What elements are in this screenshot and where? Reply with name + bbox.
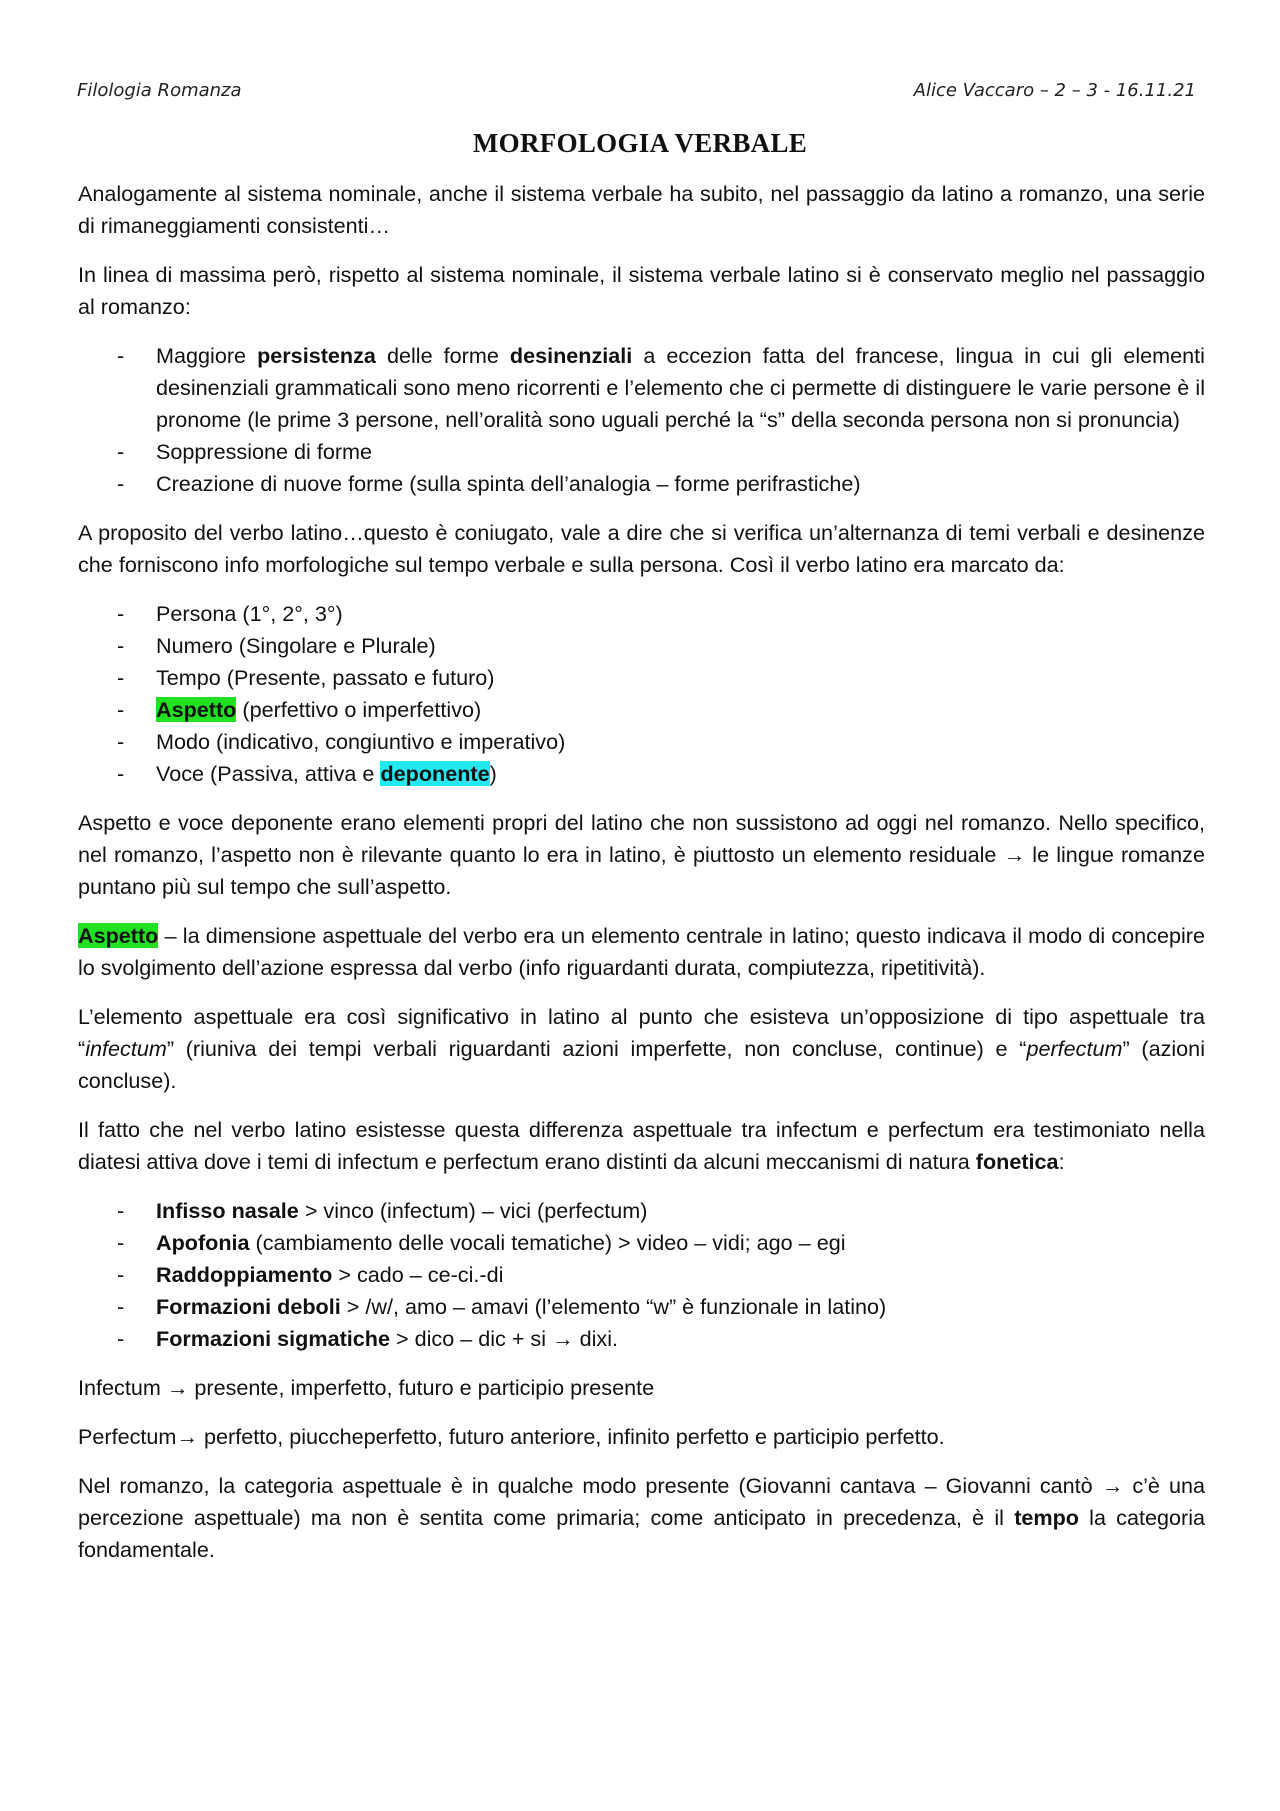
list-item: - Modo (indicativo, congiuntivo e imperativo): [78, 726, 1205, 758]
arrow-icon: →: [552, 1326, 574, 1351]
list-item: - Soppressione di forme: [78, 436, 1205, 468]
list-item: - Raddoppiamento > cado – ce-ci.-di: [78, 1259, 1205, 1291]
paragraph-perfectum: Perfectum→ perfetto, piuccheperfetto, futuro anteriore, infinito perfetto e participio perfetto.: [78, 1424, 945, 1449]
list-item: - Voce (Passiva, attiva e deponente): [78, 758, 1205, 790]
bullet-dash: -: [117, 439, 125, 464]
paragraph-intro: Analogamente al sistema nominale, anche il sistema verbale ha subito, nel passaggio da latino a romanzo, una serie di rimaneggiamenti consistenti…: [78, 181, 1205, 238]
list-item: - Numero (Singolare e Plurale): [78, 630, 1205, 662]
paragraph-aspetto: Aspetto – la dimensione aspettuale del verbo era un elemento centrale in latino; questo indicava il modo di concepire lo svolgimento dell’azione espressa dal verbo (info riguardanti durata, compiutezza, ripetitività).: [78, 923, 1205, 980]
list-item: - Infisso nasale > vinco (infectum) – vici (perfectum): [78, 1195, 1205, 1227]
list-phonetic-mechanisms: [78, 1195, 1205, 1355]
list-item: - Formazioni deboli > /w/, amo – amavi (l’elemento “w” è funzionale in latino): [78, 1291, 1205, 1323]
paragraph-diatesi: Il fatto che nel verbo latino esistesse questa differenza aspettuale tra infectum e perfectum era testimoniato nella diatesi attiva dove i temi di infectum e perfectum erano distinti da alcuni meccanismi di natura fonetica:: [78, 1117, 1205, 1174]
paragraph-latin-verb: A proposito del verbo latino…questo è coniugato, vale a dire che si verifica un’alternanza di temi verbali e desinenze che forniscono info morfologiche sul tempo verbale e sulla persona. Così il verbo latino era marcato da:: [78, 520, 1205, 577]
arrow-icon: →: [1003, 842, 1026, 867]
header-author-date: Alice Vaccaro – 2 – 3 - 16.11.21: [913, 80, 1196, 101]
arrow-icon: →: [1101, 1473, 1124, 1498]
bullet-dash: -: [117, 729, 125, 754]
paragraph-conservation: In linea di massima però, rispetto al sistema nominale, il sistema verbale latino si è conservato meglio nel passaggio al romanzo:: [78, 262, 1205, 319]
bullet-dash: -: [117, 1230, 125, 1255]
paragraph-infectum: Infectum → presente, imperfetto, futuro e participio presente: [78, 1375, 655, 1400]
bullet-dash: -: [117, 1294, 125, 1319]
list-verb-features: [78, 598, 1205, 790]
paragraph-aspect-voice: Aspetto e voce deponente erano elementi propri del latino che non sussistono ad oggi nel romanzo. Nello specifico, nel romanzo, l’aspetto non è rilevante quanto lo era in latino, è piuttosto un elemento residuale → le lingue romanze puntano più sul tempo che sull’aspetto.: [78, 810, 1205, 899]
bullet-dash: -: [117, 1326, 125, 1351]
bullet-dash: -: [117, 1262, 125, 1287]
bullet-dash: -: [117, 633, 125, 658]
highlight-aspetto: Aspetto: [78, 923, 159, 948]
bullet-dash: -: [117, 471, 125, 496]
document-body: [78, 178, 1205, 1583]
list-item: - Creazione di nuove forme (sulla spinta dell’analogia – forme perifrastiche): [78, 468, 1205, 500]
list-changes: [78, 340, 1205, 500]
bullet-dash: -: [117, 697, 125, 722]
bullet-dash: -: [117, 1198, 125, 1223]
list-item: - Persona (1°, 2°, 3°): [78, 598, 1205, 630]
bullet-dash: -: [117, 343, 125, 368]
bullet-dash: -: [117, 761, 125, 786]
arrow-icon: →: [176, 1424, 198, 1449]
bullet-dash: -: [117, 601, 125, 626]
header-course: Filologia Romanza: [77, 80, 242, 101]
arrow-icon: →: [166, 1375, 189, 1400]
list-item: - Maggiore persistenza delle forme desinenziali a eccezion fatta del francese, lingua in cui gli elementi desinenziali grammaticali sono meno ricorrenti e l’elemento che ci permette di distinguere le varie persone è il pronome (le prime 3 persone, nell’oralità sono uguali perché la “s” della seconda persona non si pronuncia): [78, 340, 1205, 436]
list-item: - Apofonia (cambiamento delle vocali tematiche) > video – vidi; ago – egi: [78, 1227, 1205, 1259]
list-item: - Tempo (Presente, passato e futuro): [78, 662, 1205, 694]
paragraph-infectum-perfectum: L’elemento aspettuale era così significativo in latino al punto che esisteva un’opposizione di tipo aspettuale tra “infectum” (riuniva dei tempi verbali riguardanti azioni imperfette, non concluse, continue) e “perfectum” (azioni concluse).: [78, 1004, 1205, 1093]
highlight-deponente: deponente: [380, 761, 490, 786]
highlight-aspetto: Aspetto: [156, 697, 237, 722]
page-title: MORFOLOGIA VERBALE: [472, 128, 808, 158]
bullet-dash: -: [117, 665, 125, 690]
list-item: - Aspetto (perfettivo o imperfettivo): [78, 694, 1205, 726]
paragraph-conclusion: Nel romanzo, la categoria aspettuale è in qualche modo presente (Giovanni cantava – Giovanni cantò → c’è una percezione aspettuale) ma non è sentita come primaria; come anticipato in precedenza, è il tempo la categoria fondamentale.: [78, 1473, 1205, 1562]
list-item: - Formazioni sigmatiche > dico – dic + si → dixi.: [78, 1323, 1205, 1355]
